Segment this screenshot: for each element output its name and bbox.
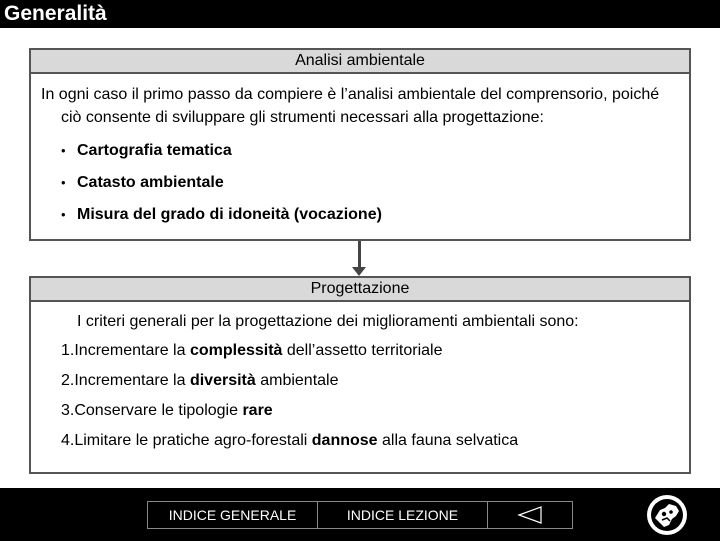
progettazione-heading: Progettazione [31, 278, 689, 302]
step-text: ambientale [255, 372, 339, 389]
progettazione-intro-text: I criteri generali per la progettazione dei miglioramenti ambientali sono: [77, 313, 579, 330]
analisi-ambientale-heading: Analisi ambientale [31, 50, 689, 74]
footer-bar [0, 488, 720, 540]
list-item [31, 336, 689, 366]
list-item-text: Misura del grado di idoneità (vocazione) [77, 206, 382, 223]
step-text: dell’assetto territoriale [282, 342, 443, 359]
step-emphasis: dannose [311, 432, 378, 449]
step-emphasis: rare [242, 402, 273, 419]
slide-content [0, 28, 720, 488]
indice-generale-button[interactable]: INDICE GENERALE [148, 502, 318, 528]
back-button[interactable] [488, 502, 572, 528]
analisi-bullet-list [31, 135, 689, 231]
list-item [31, 366, 689, 396]
list-item [31, 396, 689, 426]
bullet-icon: • [61, 207, 66, 222]
arrow-down-icon [352, 267, 366, 276]
progettazione-panel [29, 276, 691, 474]
list-item-text: Catasto ambientale [77, 174, 224, 191]
step-emphasis: complessità [189, 342, 283, 359]
bullet-icon: • [61, 143, 66, 158]
progettazione-steps-list [31, 336, 689, 456]
step-text: 4.Limitare le pratiche agro-forestali [61, 432, 312, 449]
analisi-ambientale-panel [29, 48, 691, 241]
back-triangle-icon [517, 505, 543, 525]
step-text: 3.Conservare le tipologie [61, 402, 243, 419]
list-item [31, 426, 689, 456]
navigation-bar [147, 501, 573, 529]
slide-title: Generalità [4, 2, 107, 25]
step-text: alla fauna selvatica [377, 432, 519, 449]
list-item-text: Cartografia tematica [77, 142, 232, 159]
list-item [31, 199, 689, 231]
step-emphasis: diversità [189, 372, 256, 389]
bullet-icon: • [61, 175, 66, 190]
step-text: 2.Incrementare la [61, 372, 190, 389]
step-text: 1.Incrementare la [61, 342, 190, 359]
connector-line [358, 241, 361, 269]
list-item [31, 167, 689, 199]
list-item [31, 135, 689, 167]
logo-emblem-icon[interactable] [646, 494, 688, 536]
indice-lezione-button[interactable]: INDICE LEZIONE [318, 502, 488, 528]
analisi-intro-text: In ogni caso il primo passo da compiere è l’analisi ambientale del comprensorio, poiché ciò consente di sviluppare gli strumenti necessari alla progettazione: [41, 86, 660, 126]
